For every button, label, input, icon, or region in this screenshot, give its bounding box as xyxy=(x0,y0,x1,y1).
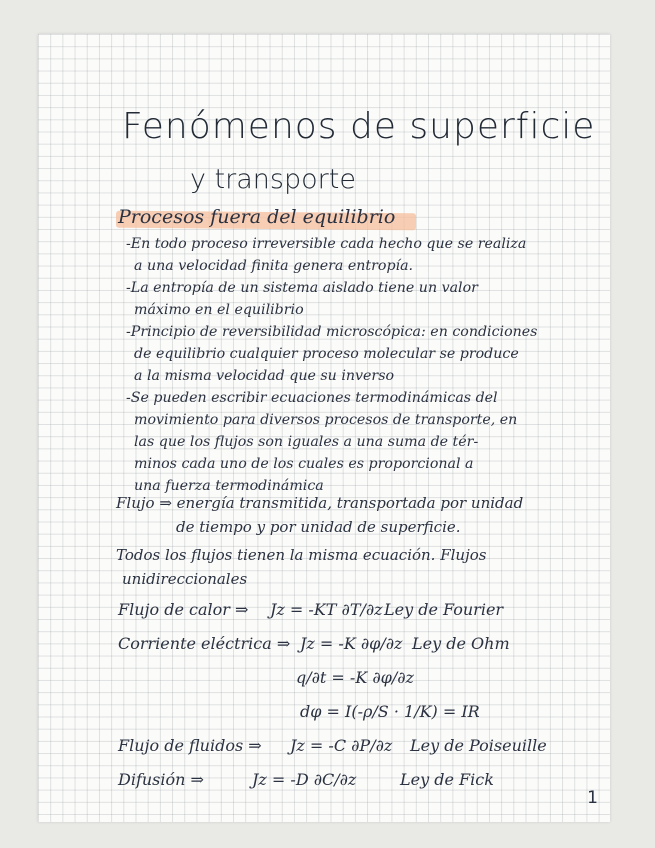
calor-label: Flujo de calor ⇒ xyxy=(118,600,249,619)
calor-equation: Jz = -KT ∂T/∂z xyxy=(270,600,383,619)
fluidos-label: Flujo de fluidos ⇒ xyxy=(118,736,262,755)
fluidos-law: Ley de Poiseuille xyxy=(410,736,547,755)
bullet-line: -En todo proceso irreversible cada hecho que se realiza xyxy=(126,236,527,252)
corriente-equation: Jz = -K ∂φ/∂z xyxy=(300,634,403,653)
title-line-1: Fenómenos de superficie xyxy=(122,106,596,147)
difusion-equation: Jz = -D ∂C/∂z xyxy=(252,770,357,789)
todos-line-2: unidireccionales xyxy=(122,570,248,588)
title-line-2: y transporte xyxy=(190,164,356,195)
bullet-line: a una velocidad finita genera entropía. xyxy=(134,258,414,274)
bullet-line: -La entropía de un sistema aislado tiene un valor xyxy=(126,280,478,296)
bullet-line: minos cada uno de los cuales es proporcional a xyxy=(134,456,474,472)
bullet-line: de equilibrio cualquier proceso molecular se produce xyxy=(134,346,519,362)
corriente-label: Corriente eléctrica ⇒ xyxy=(118,634,291,653)
flujo-definition-1: Flujo ⇒ energía transmitida, transportada por unidad xyxy=(116,494,524,512)
bullet-line: movimiento para diversos procesos de transporte, en xyxy=(134,412,518,428)
todos-line-1: Todos los flujos tienen la misma ecuación. Flujos xyxy=(116,546,487,564)
bullet-line: máximo en el equilibrio xyxy=(134,302,304,318)
page-number: 1 xyxy=(587,788,598,808)
bullet-line: -Se pueden escribir ecuaciones termodinámicas del xyxy=(126,390,498,406)
section-title: Procesos fuera del equilibrio xyxy=(118,206,396,228)
difusion-label: Difusión ⇒ xyxy=(118,770,204,789)
notebook-page xyxy=(38,34,610,822)
bullet-line: -Principio de reversibilidad microscópica: en condiciones xyxy=(126,324,538,340)
fluidos-equation: Jz = -C ∂P/∂z xyxy=(290,736,393,755)
q-equation: q/∂t = -K ∂φ/∂z xyxy=(296,668,414,687)
calor-law: Ley de Fourier xyxy=(384,600,504,619)
bullet-line: una fuerza termodinámica xyxy=(134,478,324,494)
corriente-law: Ley de Ohm xyxy=(412,634,510,653)
bullet-line: las que los flujos son iguales a una suma de tér- xyxy=(134,434,479,450)
bullet-line: a la misma velocidad que su inverso xyxy=(134,368,395,384)
flujo-definition-2: de tiempo y por unidad de superficie. xyxy=(176,518,461,536)
difusion-law: Ley de Fick xyxy=(400,770,494,789)
dphi-equation: dφ = I(-ρ/S · 1/K) = IR xyxy=(300,702,480,721)
